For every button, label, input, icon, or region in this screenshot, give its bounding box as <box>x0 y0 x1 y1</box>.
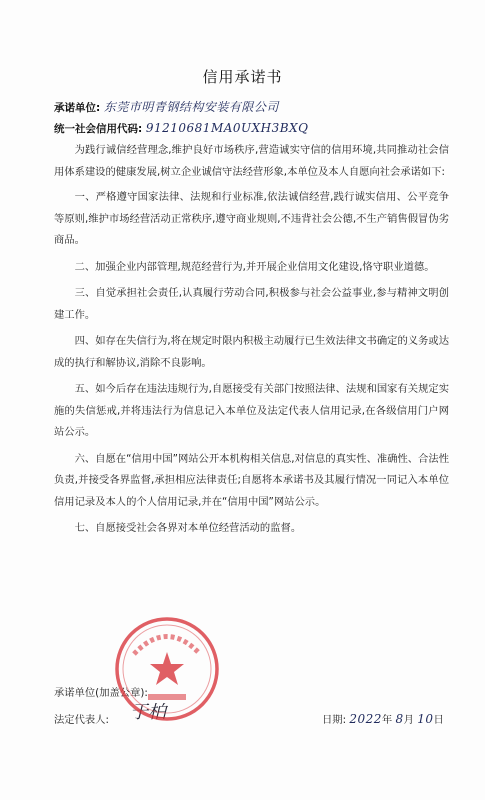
unit-value-handwritten: 东莞市明青钢结构安装有限公司 <box>103 100 279 114</box>
date-month: 8 <box>395 712 404 726</box>
seal-arc-lettering <box>134 637 200 655</box>
company-seal-stamp <box>112 614 222 724</box>
intro-paragraph: 为践行诚信经营理念,维护良好市场秩序,营造诚实守信的信用环境,共同推动社会信用体系建设的健康发展,树立企业诚信守法经营形象,本单位及本人自愿向社会承诺如下: <box>54 144 449 178</box>
date-month-suffix: 月 <box>403 714 414 726</box>
commitment-item-2: 二、加强企业内部管理,规范经营行为,并开展企业信用文化建设,恪守职业道德。 <box>74 260 435 273</box>
seal-star-icon <box>150 652 184 685</box>
unit-row <box>54 98 279 115</box>
commitment-item-6: 六、自愿在“信用中国”网站公开本机构相关信息,对信息的真实性、准确性、合法性负责,并接受各界监督,承担相应法律责任;自愿将本承诺书及其履行情况一同记入本单位信用记录及本人的个人信用记录,并在“信用中国”网站公示。 <box>54 452 449 508</box>
sign-unit-label: 承诺单位(加盖公章): <box>54 687 148 699</box>
commitment-item-3: 三、自觉承担社会责任,认真履行劳动合同,积极参与社会公益事业,参与精神文明创建工作。 <box>54 287 449 321</box>
commitment-body <box>54 140 449 545</box>
date-day: 10 <box>417 712 434 726</box>
unit-label: 承诺单位: <box>54 102 101 114</box>
legal-rep-row <box>54 711 109 726</box>
commitment-item-5: 五、如今后存在违法违规行为,自愿接受有关部门按照法律、法规和国家有关规定实施的失信惩戒,并将违法行为信息记入本单位及法定代表人信用记录,在各级信用门户网站公示。 <box>54 383 449 438</box>
seal-bottom-code <box>148 694 186 700</box>
date-year-suffix: 年 <box>381 714 393 726</box>
commitment-item-1: 一、严格遵守国家法律、法规和行业标准,依法诚信经营,践行诚实信用、公平竞争等原则,维护市场经营活动正常秩序,遵守商业规则,不违背社会公德,不生产销售假冒伪劣商品。 <box>54 191 449 246</box>
document-title: 信用承诺书 <box>202 68 283 86</box>
commitment-item-4: 四、如存在失信行为,将在规定时限内积极主动履行已生效法律文书确定的义务或达成的执行和解协议,消除不良影响。 <box>54 335 449 369</box>
legal-rep-signature: 于柏 <box>130 702 166 723</box>
date-year: 2022 <box>349 712 382 726</box>
date-label: 日期: <box>322 714 347 726</box>
legal-rep-label: 法定代表人: <box>54 714 109 726</box>
commitment-item-7: 七、自愿接受社会各界对本单位经营活动的监督。 <box>74 522 302 534</box>
date-row <box>322 711 444 726</box>
credit-code-row <box>54 121 308 136</box>
date-day-suffix: 日 <box>433 714 444 726</box>
credit-code-label: 统一社会信用代码: <box>54 123 143 135</box>
credit-code-handwritten: 91210681MA0UXH3BXQ <box>145 121 309 135</box>
